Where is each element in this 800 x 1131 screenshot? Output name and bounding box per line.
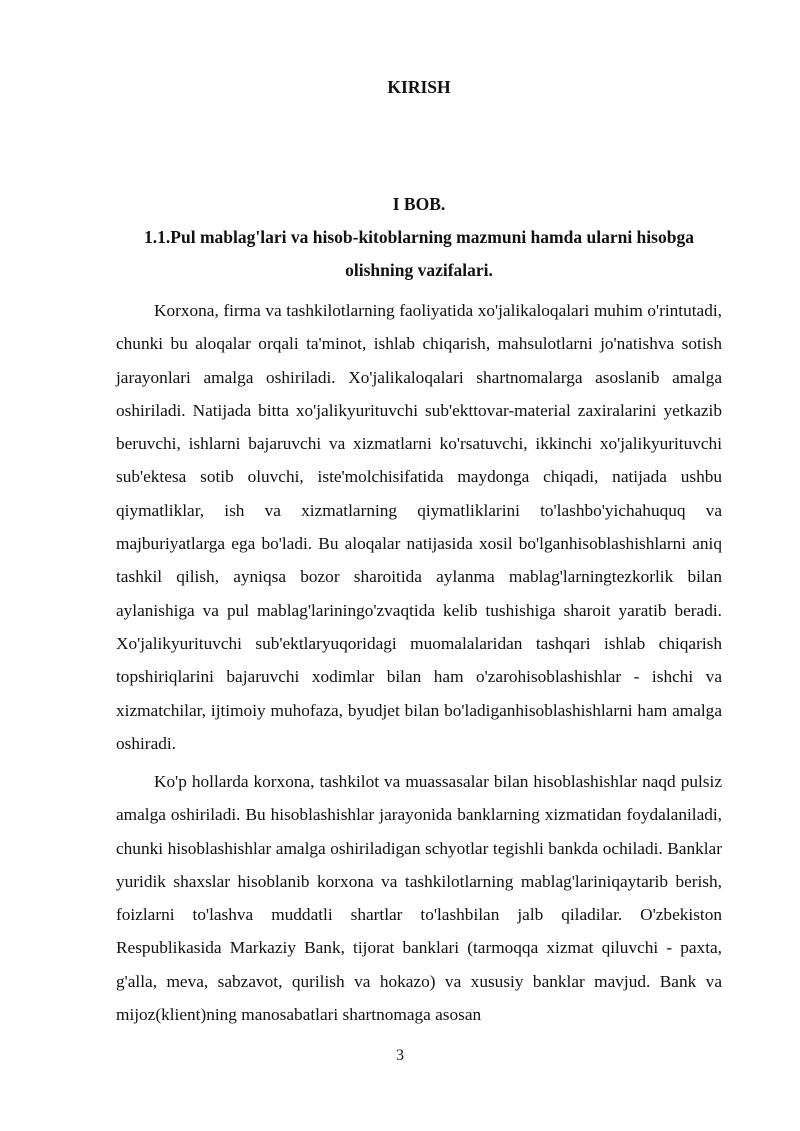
body-paragraph: Ko'p hollarda korxona, tashkilot va muassasalar bilan hisoblashishlar naqd pulsiz amalga oshiriladi. Bu hisoblashishlar jarayonida banklarning xizmatidan foydalaniladi, chunki hisoblashishlar amalga oshiriladigan schyotlar tegishli bankda ochiladi. Banklar yuridik shaxslar hisoblanib korxona va tashkilotlarning mablag'lariniqaytarib berish, foizlarni to'lashva muddatli shartlar to'lashbilan jalb qiladilar. O'zbekiston Respublikasida Markaziy Bank, tijorat banklari (tarmoqqa xizmat qiluvchi - paxta, g'alla, meva, sabzavot, qurilish va hokazo) va xususiy banklar mavjud. Bank va mijoz(klient)ning manosabatlari shartnomaga asosan: [116, 772, 722, 1025]
body-paragraph: Korxona, firma va tashkilotlarning faoliyatida xo'jalikaloqalari muhim o'rintutadi, chunki bu aloqalar orqali ta'minot, ishlab chiqarish, mahsulotlarni jo'natishva sotish jarayonlari amalga oshiriladi. Xo'jalikaloqalari shartnomalarga asoslanib amalga oshiriladi. Natijada bitta xo'jalikyurituvchi sub'ekttovar-material zaxiralarini yetkazib beruvchi, ishlarni bajaruvchi va xizmatlarni ko'rsatuvchi, ikkinchi xo'jalikyurituvchi sub'ektesa sotib oluvchi, iste'molchisifatida maydonga chiqadi, natijada ushbu qiymatliklar, ish va xizmatlarning qiymatliklarini to'lashbo'yichahuquq va majburiyatlarga ega bo'ladi. Bu aloqalar natijasida xosil bo'lganhisoblashishlarni aniq tashkil qilish, ayniqsa bozor sharoitida aylanma mablag'larningtezkorlik bilan aylanishiga va pul mablag'lariningo'zvaqtida kelib tushishiga sharoit yaratib beradi. Xo'jalikyurituvchi sub'ektlaryuqoridagi muomalalaridan tashqari ishlab chiqarish topshiriqlarini bajaruvchi xodimlar bilan ham o'zarohisoblashishlar - ishchi va xizmatchilar, ijtimoiy muhofaza, byudjet bilan bo'ladiganhisoblashishlarni ham amalga oshiradi.: [116, 301, 722, 753]
section-heading: 1.1.Pul mablag'lari va hisob-kitoblarning mazmuni hamda ularni hisobga olishning vazifalari.: [144, 227, 694, 280]
intro-heading: KIRISH: [387, 77, 451, 97]
page-number: 3: [396, 1047, 404, 1064]
chapter-heading: I BOB.: [392, 194, 446, 214]
